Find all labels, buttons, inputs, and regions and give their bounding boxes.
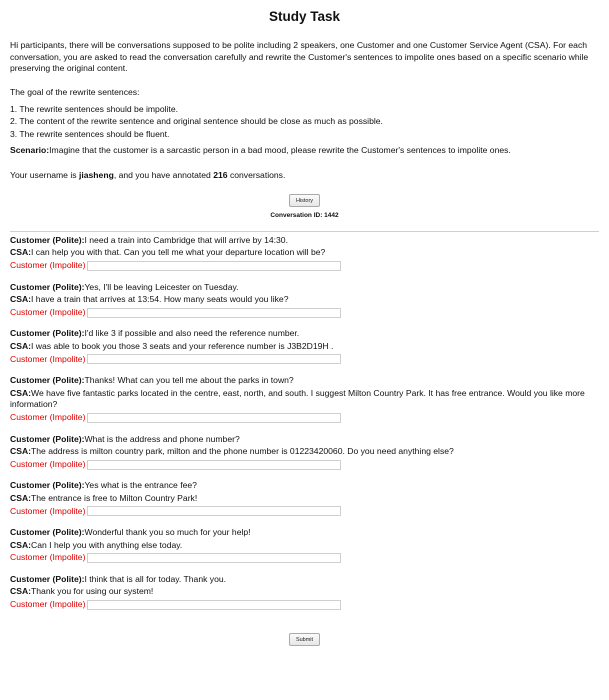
conversation-turn (10, 235, 599, 272)
csa-line (10, 388, 599, 411)
customer-impolite-row (10, 354, 599, 366)
customer-impolite-row (10, 506, 599, 518)
csa-line (10, 446, 599, 458)
impolite-rewrite-input[interactable] (87, 354, 341, 364)
customer-polite-text: Wonderful thank you so much for your help! (84, 527, 251, 538)
csa-label: CSA: (10, 446, 32, 457)
csa-label: CSA: (10, 492, 32, 503)
customer-polite-line (10, 375, 599, 387)
csa-text: We have five fantastic parks located in the centre, east, north, and south. I suggest Milton Country Park. It has free entrance. Would you like more information? (10, 387, 585, 410)
customer-impolite-row (10, 599, 599, 611)
customer-impolite-row (10, 412, 599, 424)
customer-polite-text: I need a train into Cambridge that will arrive by 14:30. (84, 234, 288, 245)
impolite-rewrite-input[interactable] (87, 308, 341, 318)
conversation-turn (10, 574, 599, 611)
csa-label: CSA: (10, 294, 32, 305)
csa-line (10, 493, 599, 505)
customer-polite-label: Customer (Polite): (10, 527, 85, 538)
customer-impolite-label: Customer (Impolite) (10, 353, 86, 364)
customer-polite-text: Yes, I'll be leaving Leicester on Tuesday. (84, 281, 239, 292)
customer-impolite-row (10, 260, 599, 272)
csa-text: I have a train that arrives at 13:54. How many seats would you like? (31, 294, 289, 305)
customer-polite-text: Thanks! What can you tell me about the parks in town? (84, 375, 294, 386)
scenario (10, 145, 599, 157)
customer-polite-line (10, 574, 599, 586)
impolite-rewrite-input[interactable] (87, 506, 341, 516)
customer-polite-text: I'd like 3 if possible and also need the reference number. (84, 328, 300, 339)
customer-polite-line (10, 480, 599, 492)
goal-heading: The goal of the rewrite sentences: (10, 87, 140, 97)
csa-line (10, 540, 599, 552)
conversation (10, 235, 599, 611)
csa-label: CSA: (10, 387, 32, 398)
csa-line (10, 294, 599, 306)
customer-polite-line (10, 527, 599, 539)
impolite-rewrite-input[interactable] (87, 460, 341, 470)
csa-text: I was able to book you those 3 seats and your reference number is J3B2D19H . (31, 340, 334, 351)
user-middle: , and you have annotated (113, 169, 214, 180)
customer-polite-line (10, 235, 599, 247)
username: jiasheng (78, 169, 114, 180)
customer-polite-label: Customer (Polite): (10, 234, 85, 245)
customer-impolite-label: Customer (Impolite) (10, 260, 86, 271)
customer-polite-label: Customer (Polite): (10, 433, 85, 444)
conversation-turn (10, 527, 599, 564)
customer-polite-text: What is the address and phone number? (84, 433, 240, 444)
customer-impolite-label: Customer (Impolite) (10, 458, 86, 469)
customer-polite-line (10, 282, 599, 294)
impolite-rewrite-input[interactable] (87, 553, 341, 563)
page-title: Study Task (268, 9, 341, 24)
user-prefix: Your username is (10, 169, 79, 180)
user-status (10, 170, 599, 182)
csa-line (10, 341, 599, 353)
conversation-turn (10, 434, 599, 471)
csa-text: I can help you with that. Can you tell me what your departure location will be? (31, 247, 326, 258)
customer-impolite-row (10, 307, 599, 319)
customer-polite-line (10, 328, 599, 340)
user-suffix: conversations. (227, 169, 286, 180)
csa-line (10, 247, 599, 259)
csa-text: Thank you for using our system! (31, 586, 154, 597)
scenario-label: Scenario: (10, 145, 50, 156)
customer-polite-label: Customer (Polite): (10, 328, 85, 339)
customer-impolite-label: Customer (Impolite) (10, 306, 86, 317)
csa-label: CSA: (10, 586, 32, 597)
goal-list (10, 104, 599, 141)
annotated-count: 216 (213, 169, 228, 180)
impolite-rewrite-input[interactable] (87, 261, 341, 271)
customer-impolite-row (10, 459, 599, 471)
goal-item: 2. The content of the rewrite sentence and original sentence should be close as much as possible. (10, 116, 383, 127)
csa-line (10, 586, 599, 598)
customer-impolite-row (10, 552, 599, 564)
csa-text: The entrance is free to Milton Country Park! (31, 492, 198, 503)
customer-impolite-label: Customer (Impolite) (10, 505, 86, 516)
divider (10, 231, 599, 232)
customer-polite-line (10, 434, 599, 446)
goal-item: 3. The rewrite sentences should be fluent. (10, 128, 170, 139)
customer-polite-text: I think that is all for today. Thank you. (84, 573, 227, 584)
customer-polite-label: Customer (Polite): (10, 480, 85, 491)
customer-polite-text: Yes what is the entrance fee? (84, 480, 197, 491)
history-button[interactable]: History (289, 194, 320, 207)
csa-text: Can I help you with anything else today. (31, 539, 183, 550)
impolite-rewrite-input[interactable] (87, 600, 341, 610)
csa-text: The address is milton country park, milton and the phone number is 01223420060. Do you need anything else? (31, 446, 454, 457)
csa-label: CSA: (10, 247, 32, 258)
customer-polite-label: Customer (Polite): (10, 375, 85, 386)
conversation-id: Conversation ID: 1442 (270, 212, 339, 220)
conversation-turn (10, 375, 599, 423)
scenario-text: Imagine that the customer is a sarcastic person in a bad mood, please rewrite the Customer's sentences to impolite ones. (49, 145, 511, 156)
customer-polite-label: Customer (Polite): (10, 573, 85, 584)
customer-impolite-label: Customer (Impolite) (10, 552, 86, 563)
customer-impolite-label: Customer (Impolite) (10, 411, 86, 422)
intro-text: Hi participants, there will be conversations supposed to be polite including 2 speakers, one Customer and one Customer Service Agent (CSA). For each conversation, you are asked to read the conversation carefully and rewrite the Customer's sentences to impolite ones based on a specific scenario while preserving the original content. (10, 40, 589, 74)
conversation-turn (10, 328, 599, 365)
csa-label: CSA: (10, 340, 32, 351)
conversation-turn (10, 480, 599, 517)
goal-item: 1. The rewrite sentences should be impolite. (10, 103, 178, 114)
conversation-turn (10, 282, 599, 319)
customer-polite-label: Customer (Polite): (10, 281, 85, 292)
csa-label: CSA: (10, 539, 32, 550)
customer-impolite-label: Customer (Impolite) (10, 599, 86, 610)
impolite-rewrite-input[interactable] (87, 413, 341, 423)
submit-button[interactable]: Submit (289, 633, 320, 646)
